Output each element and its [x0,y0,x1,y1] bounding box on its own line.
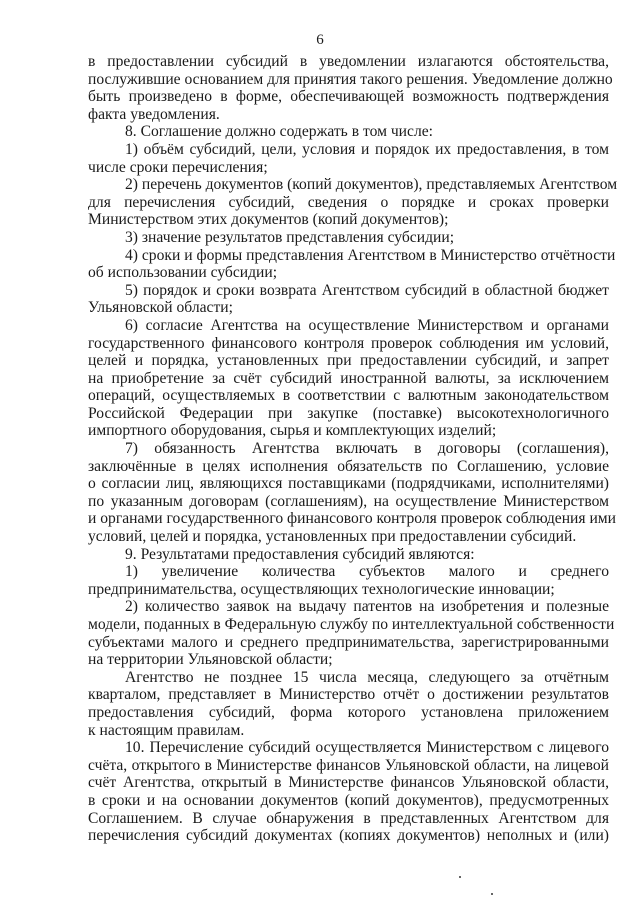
text-line: заключённые в целях исполнения обязательств по Соглашению, условие [88,457,609,475]
text-line: 1) объём субсидий, цели, условия и порядок их предоставления, в том [125,140,609,158]
text-line: модели, поданных в Федеральную службу по интеллектуальной собственности [88,616,615,633]
text-line: целей и порядка, установленных при предоставлении субсидий, и запрет [88,352,609,370]
document-body [88,53,618,845]
text-line: быть произведено в форме, обеспечивающей возможность подтверждения [88,88,609,106]
text-line: послужившие основанием для принятия такого решения. Уведомление должно [88,70,613,88]
text-line: об использовании субсидии; [88,264,278,282]
text-line: 3) значение результатов представления субсидии; [125,228,455,246]
text-line: 2) перечень документов (копий документов), представляемых Агентством [125,176,618,194]
text-line: условий, целей и порядка, установленных при предоставлении субсидий. [88,528,577,546]
text-line: 5) порядок и сроки возврата Агентством субсидий в областной бюджет [125,281,609,299]
text-line: Агентство не позднее 15 числа месяца, следующего за отчётным [125,668,609,686]
text-line: кварталом, представляет в Министерство отчёт о достижении результатов [88,686,609,704]
text-line: на территории Ульяновской области; [88,651,333,669]
text-line: 1) увеличение количества субъектов малого и среднего [125,563,609,581]
text-line: 10. Перечисление субсидий осуществляется Министерством с лицевого [125,739,609,757]
text-line: о согласии лиц, являющихся поставщиками (подрядчиками, исполнителями) [88,475,609,493]
text-line: по указанным договорам (соглашениям), на осуществление Министерством [88,492,609,510]
text-line: числе сроки перечисления; [88,158,268,176]
text-line: 6) согласие Агентства на осуществление Министерством и органами [125,316,609,334]
text-line: Соглашением. В случае обнаружения в представленных Агентством для [88,809,609,827]
text-line: операций, осуществляемых в соответствии с валютным законодательством [88,387,609,405]
text-line: 9. Результатами предоставления субсидий являются: [125,545,475,563]
text-line: и органами государственного финансового контроля проверок соблюдения ими [88,510,617,528]
text-line: счёт Агентства, открытый в Министерстве финансов Ульяновской области, [88,774,609,792]
text-line: 8. Соглашение должно содержать в том числе: [125,123,433,141]
scan-mark [459,876,461,878]
text-line: Ульяновской области; [88,299,233,317]
text-line: импортного оборудования, сырья и комплектующих изделий; [88,422,497,440]
text-line: предпринимательства, осуществляющих технологические инновации; [88,580,555,598]
text-line: к настоящим правилам. [88,721,245,739]
text-line: 7) обязанность Агентства включать в договоры (соглашения), [125,440,609,458]
text-line: 4) сроки и формы представления Агентством в Министерство отчётности [125,246,616,264]
text-line: субъектами малого и среднего предпринимательства, зарегистрированными [88,633,609,651]
text-line: в предоставлении субсидий в уведомлении излагаются обстоятельства, [88,53,609,70]
text-line: для перечисления субсидий, сведения о порядке и сроках проверки [88,193,609,211]
page-number: 6 [316,32,324,48]
text-line: факта уведомления. [88,105,220,123]
text-line: предоставления субсидий, форма которого установлена приложением [88,703,609,721]
text-line: 2) количество заявок на выдачу патентов на изобретения и полезные [125,598,609,616]
text-line: Министерством этих документов (копий документов); [88,211,449,229]
text-line: в сроки и на основании документов (копий документов), предусмотренных [88,791,609,809]
text-line: перечисления субсидий документах (копиях документов) неполных и (или) [88,827,609,845]
text-line: счёта, открытого в Министерстве финансов Ульяновской области, на лицевой [88,756,609,774]
text-line: государственного финансового контроля проверок соблюдения им условий, [88,334,609,352]
text-line: Российской Федерации при закупке (поставке) высокотехнологичного [88,404,609,422]
text-line: на приобретение за счёт субсидий иностранной валюты, за исключением [88,369,609,387]
scan-mark [491,893,493,895]
